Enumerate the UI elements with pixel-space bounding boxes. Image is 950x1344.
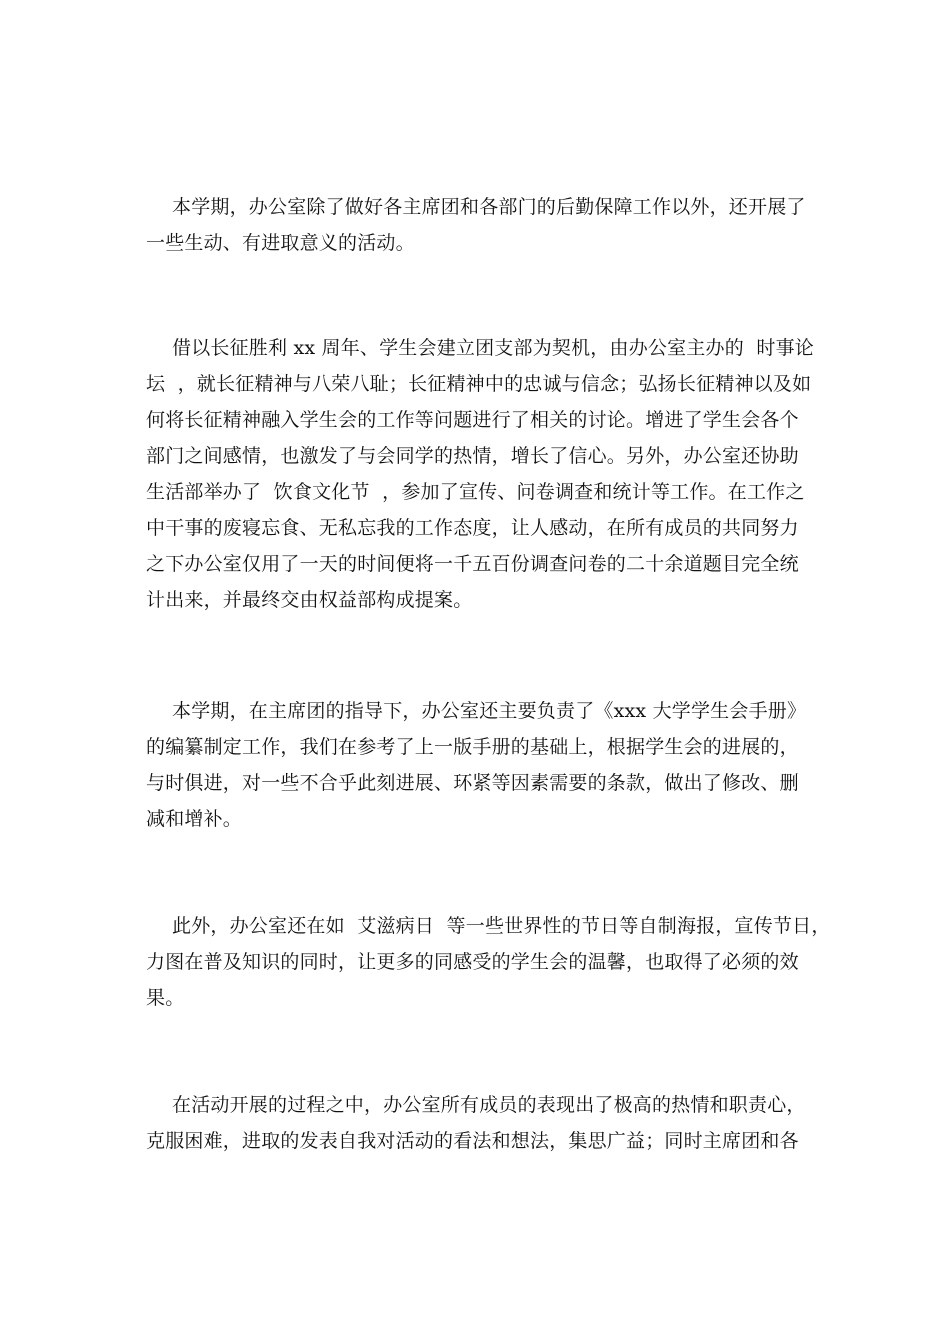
- text-line: 计出来，并最终交由权益部构成提案。: [146, 589, 473, 611]
- text-line: 一些生动、有进取意义的活动。: [146, 232, 415, 254]
- text-line: 本学期，办公室除了做好各主席团和各部门的后勤保障工作以外，还开展了: [172, 196, 806, 218]
- text-line: 本学期，在主席团的指导下，办公室还主要负责了《xxx 大学学生会手册》: [172, 700, 807, 722]
- text-line: 坛 ，就长征精神与八荣八耻；长征精神中的忠诚与信念；弘扬长征精神以及如: [146, 373, 812, 395]
- text-line: 减和增补。: [146, 808, 243, 830]
- text-line: 在活动开展的过程之中，办公室所有成员的表现出了极高的热情和职责心，: [172, 1094, 806, 1116]
- text-line: 部门之间感情，也激发了与会同学的热情，增长了信心。另外，办公室还协助: [146, 445, 799, 467]
- text-line: 的编纂制定工作，我们在参考了上一版手册的基础上，根据学生会的进展的，: [146, 736, 799, 758]
- text-line: 与时俱进，对一些不合乎此刻进展、环紧等因素需要的条款，做出了修改、删: [146, 772, 799, 794]
- text-line: 生活部举办了 饮食文化节 ，参加了宣传、问卷调查和统计等工作。在工作之: [146, 481, 805, 503]
- text-line: 中干事的废寝忘食、无私忘我的工作态度，让人感动，在所有成员的共同努力: [146, 517, 799, 539]
- text-line: 力图在普及知识的同时，让更多的同感受的学生会的温馨，也取得了必须的效: [146, 951, 799, 973]
- text-line: 借以长征胜利 xx 周年、学生会建立团支部为契机，由办公室主办的 时事论: [172, 337, 814, 359]
- text-line: 果。: [146, 987, 185, 1009]
- text-line: 何将长征精神融入学生会的工作等问题进行了相关的讨论。增进了学生会各个: [146, 409, 799, 431]
- text-line: 此外，办公室还在如 艾滋病日 等一些世界性的节日等自制海报，宣传节日，: [172, 915, 831, 937]
- text-line: 克服困难，进取的发表自我对活动的看法和想法，集思广益；同时主席团和各: [146, 1130, 799, 1152]
- text-line: 之下办公室仅用了一天的时间便将一千五百份调查问卷的二十余道题目完全统: [146, 553, 799, 575]
